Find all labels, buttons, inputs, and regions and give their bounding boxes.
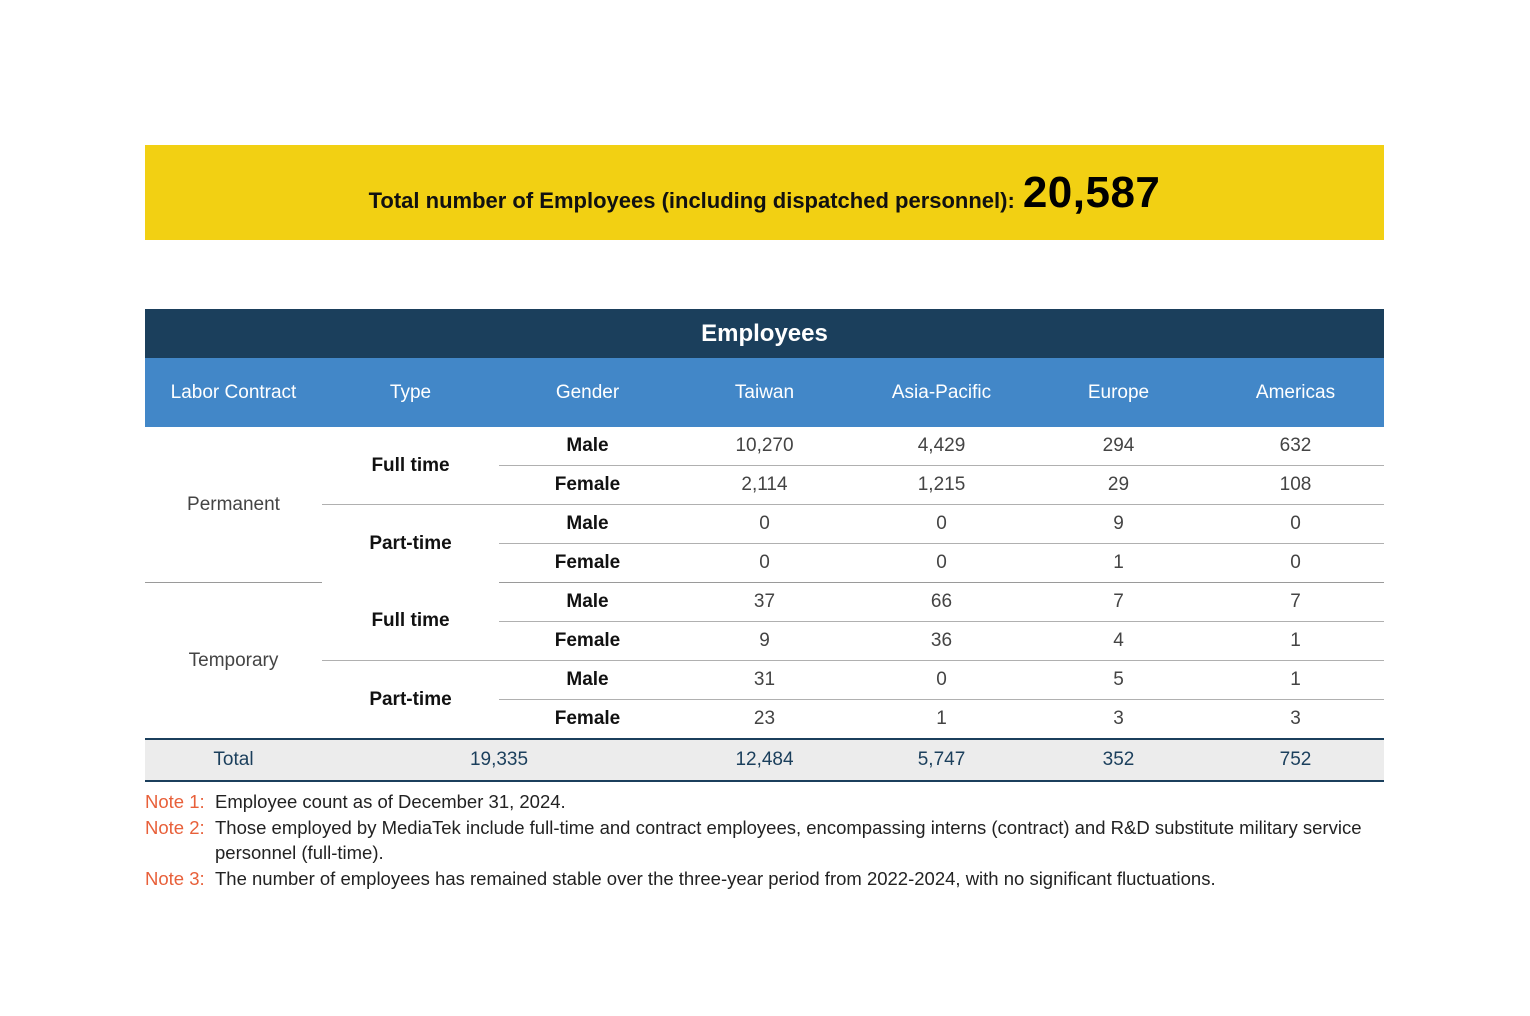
americas-cell: 0 — [1207, 505, 1384, 544]
taiwan-cell: 37 — [676, 583, 853, 622]
asia-pacific-cell: 0 — [853, 544, 1030, 583]
total-label: Total — [145, 739, 322, 781]
total-asia-pacific: 5,747 — [853, 739, 1030, 781]
type-part-time: Part-time — [369, 532, 452, 554]
employees-table — [145, 358, 1384, 782]
table-title: Employees — [145, 309, 1384, 358]
europe-cell: 7 — [1030, 583, 1207, 622]
header-labor-contract: Labor Contract — [145, 358, 322, 427]
gender-cell: Male — [499, 583, 676, 622]
header-type: Type — [322, 358, 499, 427]
note-1 — [145, 789, 1384, 815]
americas-cell: 1 — [1207, 622, 1384, 661]
total-overall: 19,335 — [322, 739, 676, 781]
europe-cell: 29 — [1030, 466, 1207, 505]
table-row — [145, 427, 1384, 466]
gender-cell: Male — [499, 427, 676, 466]
taiwan-cell: 0 — [676, 505, 853, 544]
header-europe: Europe — [1030, 358, 1207, 427]
europe-cell: 1 — [1030, 544, 1207, 583]
gender-cell: Female — [499, 544, 676, 583]
europe-cell: 5 — [1030, 661, 1207, 700]
total-europe: 352 — [1030, 739, 1207, 781]
total-taiwan: 12,484 — [676, 739, 853, 781]
americas-cell: 108 — [1207, 466, 1384, 505]
americas-cell: 3 — [1290, 708, 1301, 729]
header-asia-pacific: Asia-Pacific — [853, 358, 1030, 427]
gender-cell: Female — [554, 708, 621, 729]
header-gender: Gender — [499, 358, 676, 427]
employees-table-container — [145, 309, 1384, 782]
asia-pacific-cell: 1,215 — [853, 466, 1030, 505]
note-text: Employee count as of December 31, 2024. — [215, 791, 566, 812]
europe-cell: 4 — [1030, 622, 1207, 661]
gender-cell: Male — [499, 505, 676, 544]
taiwan-cell: 23 — [753, 708, 776, 729]
taiwan-cell: 2,114 — [676, 466, 853, 505]
header-taiwan: Taiwan — [676, 358, 853, 427]
note-label: Note 3: — [145, 867, 205, 889]
europe-cell: 9 — [1030, 505, 1207, 544]
table-row — [145, 505, 1384, 544]
asia-pacific-cell: 66 — [853, 583, 1030, 622]
note-label: Note 2: — [145, 816, 205, 838]
asia-pacific-cell: 36 — [853, 622, 1030, 661]
asia-pacific-cell: 0 — [853, 505, 1030, 544]
gender-cell: Female — [499, 622, 676, 661]
americas-cell: 7 — [1207, 583, 1384, 622]
table-header-row — [145, 358, 1384, 427]
asia-pacific-cell: 4,429 — [853, 427, 1030, 466]
contract-temporary: Temporary — [188, 649, 279, 671]
note-text: Those employed by MediaTek include full-time and contract employees, encompassing interns (contract) and R&D substitute military service personnel (full-time). — [215, 816, 1362, 863]
banner-label: Total number of Employees (including dispatched personnel): — [368, 187, 1015, 213]
contract-permanent: Permanent — [145, 427, 322, 583]
gender-cell: Male — [499, 661, 676, 700]
table-row — [145, 583, 1384, 622]
gender-cell: Female — [499, 466, 676, 505]
taiwan-cell: 10,270 — [676, 427, 853, 466]
europe-cell: 294 — [1030, 427, 1207, 466]
note-2 — [145, 815, 1384, 866]
total-row — [145, 739, 1384, 781]
total-employees-banner — [145, 145, 1384, 240]
taiwan-cell: 9 — [676, 622, 853, 661]
asia-pacific-cell: 0 — [853, 661, 1030, 700]
type-part-time: Part-time — [369, 688, 452, 710]
taiwan-cell: 0 — [676, 544, 853, 583]
europe-cell: 3 — [1113, 708, 1124, 729]
banner-total-value: 20,587 — [1022, 167, 1161, 217]
asia-pacific-cell: 1 — [936, 708, 947, 729]
americas-cell: 632 — [1207, 427, 1384, 466]
note-text: The number of employees has remained stable over the three-year period from 2022-2024, with no significant fluctuations. — [215, 867, 1216, 889]
taiwan-cell: 31 — [676, 661, 853, 700]
notes-section — [145, 789, 1384, 891]
note-label: Note 1: — [145, 791, 205, 812]
header-americas: Americas — [1207, 358, 1384, 427]
americas-cell: 1 — [1207, 661, 1384, 700]
americas-cell: 0 — [1207, 544, 1384, 583]
total-americas: 752 — [1207, 739, 1384, 781]
note-3 — [145, 866, 1384, 892]
type-full-time: Full time — [322, 427, 499, 505]
table-row — [145, 661, 1384, 700]
type-full-time: Full time — [322, 583, 499, 661]
